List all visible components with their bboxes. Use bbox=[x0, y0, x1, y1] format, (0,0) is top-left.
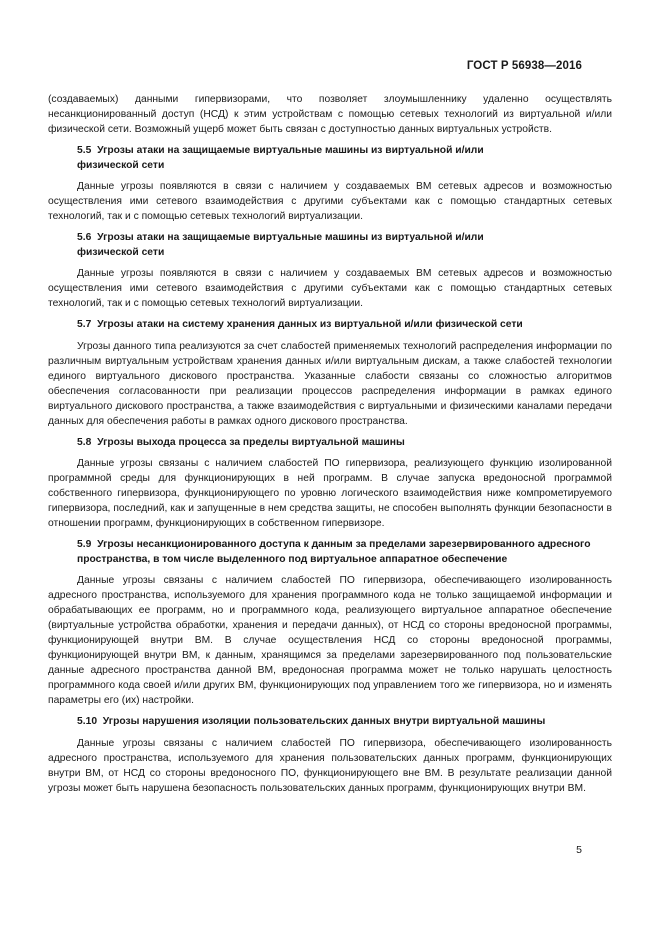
section-number: 5.8 bbox=[77, 436, 92, 448]
section-title: Угрозы нарушения изоляции пользовательских данных внутри виртуальной машины bbox=[102, 716, 546, 727]
section-title: Угрозы несанкционированного доступа к данным за пределами зарезервированного адресного пространства, в том числе выделенного под виртуальное аппаратное обеспечение bbox=[77, 539, 591, 565]
section-number: 5.6 bbox=[77, 232, 92, 243]
intro-paragraph: (создаваемых) данными гипервизорами, что позволяет злоумышленнику удаленно осуществлять несанкционированный доступ (НСД) к этим устройствам с помощью сетевых технологий из виртуальной и/или физической сети. Возможный ущерб может быть связан с доступностью данных виртуальных устройств. bbox=[48, 94, 612, 135]
page-number: 5 bbox=[576, 844, 582, 856]
section-heading-5-10 bbox=[77, 715, 612, 730]
section-title: Угрозы атаки на защищаемые виртуальные машины из виртуальной и/или физической сети bbox=[77, 232, 484, 258]
document-body bbox=[48, 92, 612, 796]
section-number: 5.9 bbox=[77, 539, 92, 550]
section-heading-5-5 bbox=[77, 144, 612, 173]
standard-header: ГОСТ Р 56938—2016 bbox=[466, 60, 582, 72]
section-title: Угрозы атаки на систему хранения данных из виртуальной и/или физической сети bbox=[97, 319, 523, 330]
section-paragraph-5-10: Данные угрозы связаны с наличием слабостей ПО гипервизора, обеспечивающего изолированность адресного пространства, используемого для хранения пользовательских данных программ, функционирующих внутри ВМ, от НСД со стороны вредоносного ПО, функционирующего вне ВМ. В результате реализации данной угрозы может быть нарушена безопасность пользовательских данных программ, функционирующих внутри ВМ. bbox=[48, 737, 612, 794]
section-paragraph-5-8: Данные угрозы связаны с наличием слабостей ПО гипервизора, реализующего функцию изолированной программной среды для функционирующих в ней программ. В случае запуска вредоносной программой собственного гипервизора, функционирующего по уровню логического взаимодействия ниже компрометируемого гипервизора, последний, как и запущенные в нем средства защиты, не способен выполнять функции безопасности в отношении программ, функционирующих в собственном гипервизоре. bbox=[48, 458, 612, 529]
section-title: Угрозы выхода процесса за пределы виртуальной машины bbox=[97, 436, 405, 448]
section-number: 5.10 bbox=[77, 716, 98, 727]
section-number: 5.5 bbox=[77, 145, 92, 156]
section-paragraph-5-6: Данные угрозы появляются в связи с наличием у создаваемых ВМ сетевых адресов и возможностью осуществления ими сетевого взаимодействия с другими субъектами как с помощью стандартных сетевых технологий, так и с помощью сетевых технологий виртуализации. bbox=[48, 268, 612, 309]
section-title: Угрозы атаки на защищаемые виртуальные машины из виртуальной и/или физической сети bbox=[77, 145, 484, 171]
section-heading-5-6 bbox=[77, 231, 612, 260]
section-heading-5-8 bbox=[77, 436, 612, 451]
section-number: 5.7 bbox=[77, 319, 92, 330]
section-paragraph-5-7: Угрозы данного типа реализуются за счет слабостей применяемых технологий распределения информации по различным виртуальным устройствам хранения данных и/или виртуальным дискам, а также слабостей технологии единого виртуального дискового пространства. Указанные слабости связаны со сложностью алгоритмов обеспечения согласованности при реализации процессов распределения информации в рамках единого виртуального дискового пространства, а также взаимодействия с виртуальными и физическими каналами передачи данных для обеспечения работы в рамках одного дискового пространства. bbox=[48, 340, 612, 427]
section-heading-5-9 bbox=[77, 538, 612, 567]
section-paragraph-5-9: Данные угрозы связаны с наличием слабостей ПО гипервизора, обеспечивающего изолированность адресного пространства, используемого для хранения программного кода не только защищаемой информации и обрабатывающих ее программ, но и программного кода, реализующего виртуальное аппаратное обеспечение (виртуальные устройства обработки, хранения и передачи данных), от НСД со стороны вредоносной программы, функционирующей внутри ВМ. В случае осуществления НСД со стороны вредоносной программы, функционирующей внутри ВМ, к данным, хранящимся за пределами зарезервированного под пользовательские данные адресного пространства данной ВМ, вредоносная программа может не только нарушать целостность программного кода своей и/или других ВМ, функционирующих под управлением того же гипервизора, но и изменять параметры его (их) настройки. bbox=[48, 575, 612, 706]
section-paragraph-5-5: Данные угрозы появляются в связи с наличием у создаваемых ВМ сетевых адресов и возможностью осуществления ими сетевого взаимодействия с другими субъектами как с помощью стандартных сетевых технологий, так и с помощью сетевых технологий виртуализации. bbox=[48, 181, 612, 222]
section-heading-5-7 bbox=[77, 318, 612, 333]
